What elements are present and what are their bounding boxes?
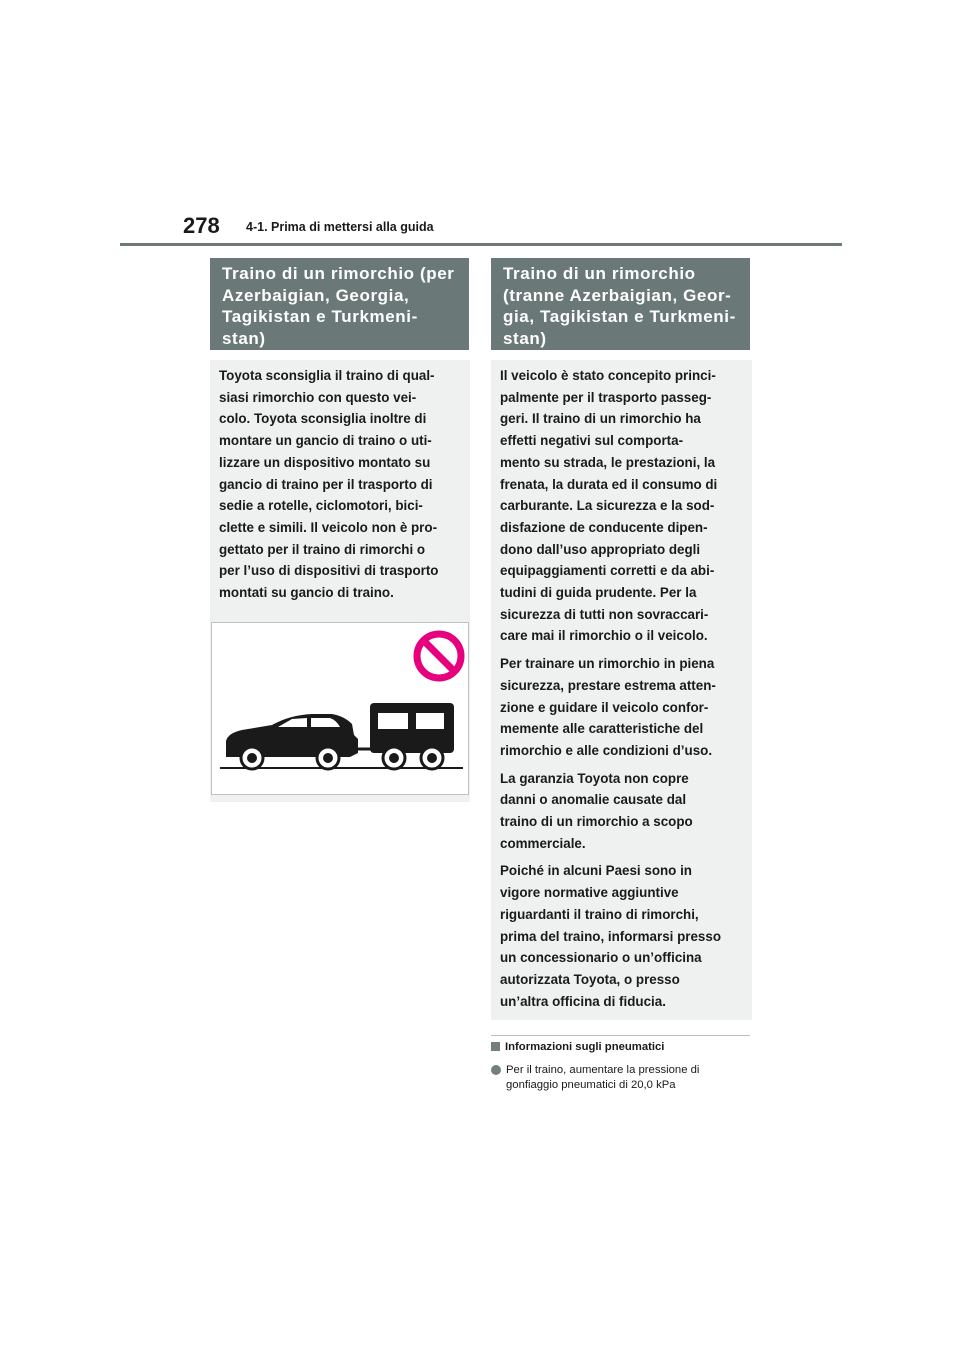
page-number: 278 <box>183 213 220 238</box>
towing-prohibited-illustration <box>211 622 469 795</box>
prohibition-icon <box>417 634 461 678</box>
right-paragraph-1: Il veicolo è stato concepito princi- palmente per il trasporto passeg- geri. Il traino di un rimorchio ha effetti negativi sul comporta- mento su strada, le prestazioni, la frenata, la durata ed il consumo di carburante. La sicurezza e la sod- disfazione de conducente dipen- dono dall’uso appropriato degli equipaggiamenti corretti e da abi- tudini di guida prudente. Per la sicurezza di tutti non sovraccari- care mai il rimorchio o il veicolo. <box>500 368 718 644</box>
notes-heading-label: Informazioni sugli pneumatici <box>505 1041 665 1053</box>
right-body-panel <box>491 360 752 1020</box>
right-heading: Traino di un rimorchio (tranne Azerbaigian, Geor-gia, Tagikistan e Turkmeni-stan) <box>491 258 750 350</box>
note-item <box>491 1063 746 1093</box>
square-bullet-icon <box>491 1042 500 1051</box>
left-heading: Traino di un rimorchio (per Azerbaigian, Georgia, Tagikistan e Turkmeni-stan) <box>210 258 469 350</box>
note-item-text: Per il traino, aumentare la pressione di gonfiaggio pneumatici di 20,0 kPa <box>506 1064 700 1091</box>
notes-heading <box>491 1041 664 1053</box>
left-paragraph: Toyota sconsiglia il traino di qual- siasi rimorchio con questo vei- colo. Toyota sconsiglia inoltre di montare un gancio di traino o uti- lizzare un dispositivo montato su gancio di traino per il trasporto di sedie a rotelle, ciclomotori, bici- clette e simili. Il veicolo non è pro- gettato per il traino di rimorchi o per l’uso di dispositivi di trasporto montati su gancio di traino. <box>219 368 439 601</box>
right-paragraph-3: La garanzia Toyota non copre danni o anomalie causate dal traino di un rimorchio a scopo commerciale. <box>500 770 693 851</box>
circle-bullet-icon <box>491 1065 501 1075</box>
header-divider <box>120 243 842 246</box>
suv-with-trailer-icon <box>226 703 454 769</box>
right-paragraph-4: Poiché in alcuni Paesi sono in vigore normative aggiuntive riguardanti il traino di rimorchi, prima del traino, informarsi presso un concessionario o un’officina autorizzata Toyota, o presso un’altra officina di fiducia. <box>500 863 722 1009</box>
section-title: 4-1. Prima di mettersi alla guida <box>246 220 434 234</box>
right-paragraph-2: Per trainare un rimorchio in piena sicurezza, prestare estrema atten- zione e guidare il veicolo confor- memente alle caratteristiche del rimorchio e alle condizioni d’uso. <box>500 656 716 758</box>
notes-divider <box>491 1035 750 1036</box>
